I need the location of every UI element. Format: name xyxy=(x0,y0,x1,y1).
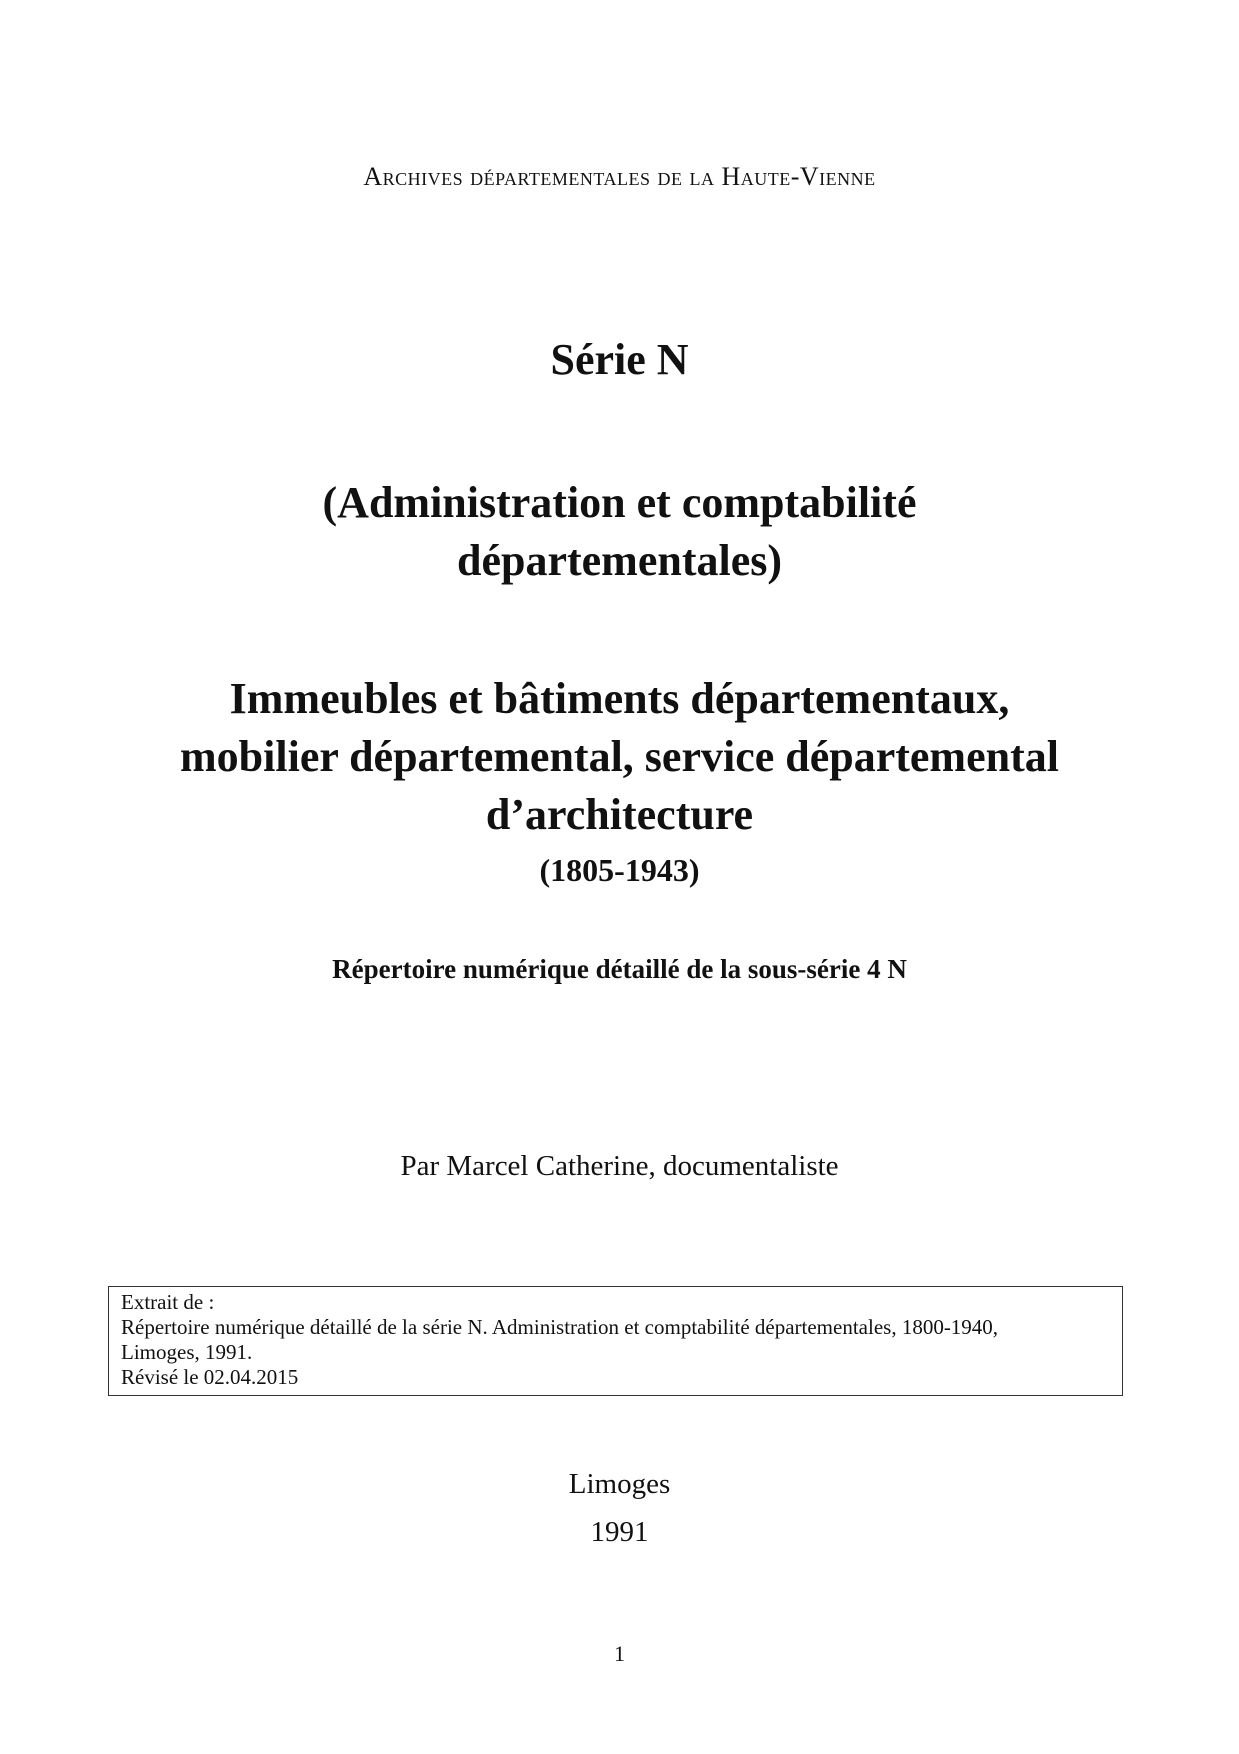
series-subtitle-line-2: départementales) xyxy=(456,536,782,585)
extract-line-2: Limoges, 1991. xyxy=(121,1340,253,1364)
series-subtitle xyxy=(0,474,1239,590)
extract-revised: Révisé le 02.04.2015 xyxy=(121,1365,299,1389)
publication-year: 1991 xyxy=(590,1516,649,1548)
publication-place: Limoges xyxy=(568,1468,671,1500)
subseries-title-line-2: mobilier départemental, service départemental xyxy=(180,732,1059,781)
extract-line-1: Répertoire numérique détaillé de la série N. Administration et comptabilité départementales, 1800-1940, xyxy=(121,1315,999,1339)
page-number: 1 xyxy=(614,1641,625,1666)
subseries-title xyxy=(0,670,1239,844)
subseries-title-line-1: Immeubles et bâtiments départementaux, xyxy=(229,674,1010,723)
archive-header: Archives départementales de la Haute-Vienne xyxy=(363,162,876,191)
date-range: (1805-1943) xyxy=(539,852,700,888)
author-line: Par Marcel Catherine, documentaliste xyxy=(400,1150,839,1182)
extract-label: Extrait de : xyxy=(121,1290,215,1314)
series-subtitle-line-1: (Administration et comptabilité xyxy=(322,478,917,527)
extract-box xyxy=(108,1286,1123,1396)
series-title: Série N xyxy=(550,335,689,384)
repertoire-title: Répertoire numérique détaillé de la sous-série 4 N xyxy=(332,954,907,984)
subseries-title-line-3: d’architecture xyxy=(485,790,754,839)
